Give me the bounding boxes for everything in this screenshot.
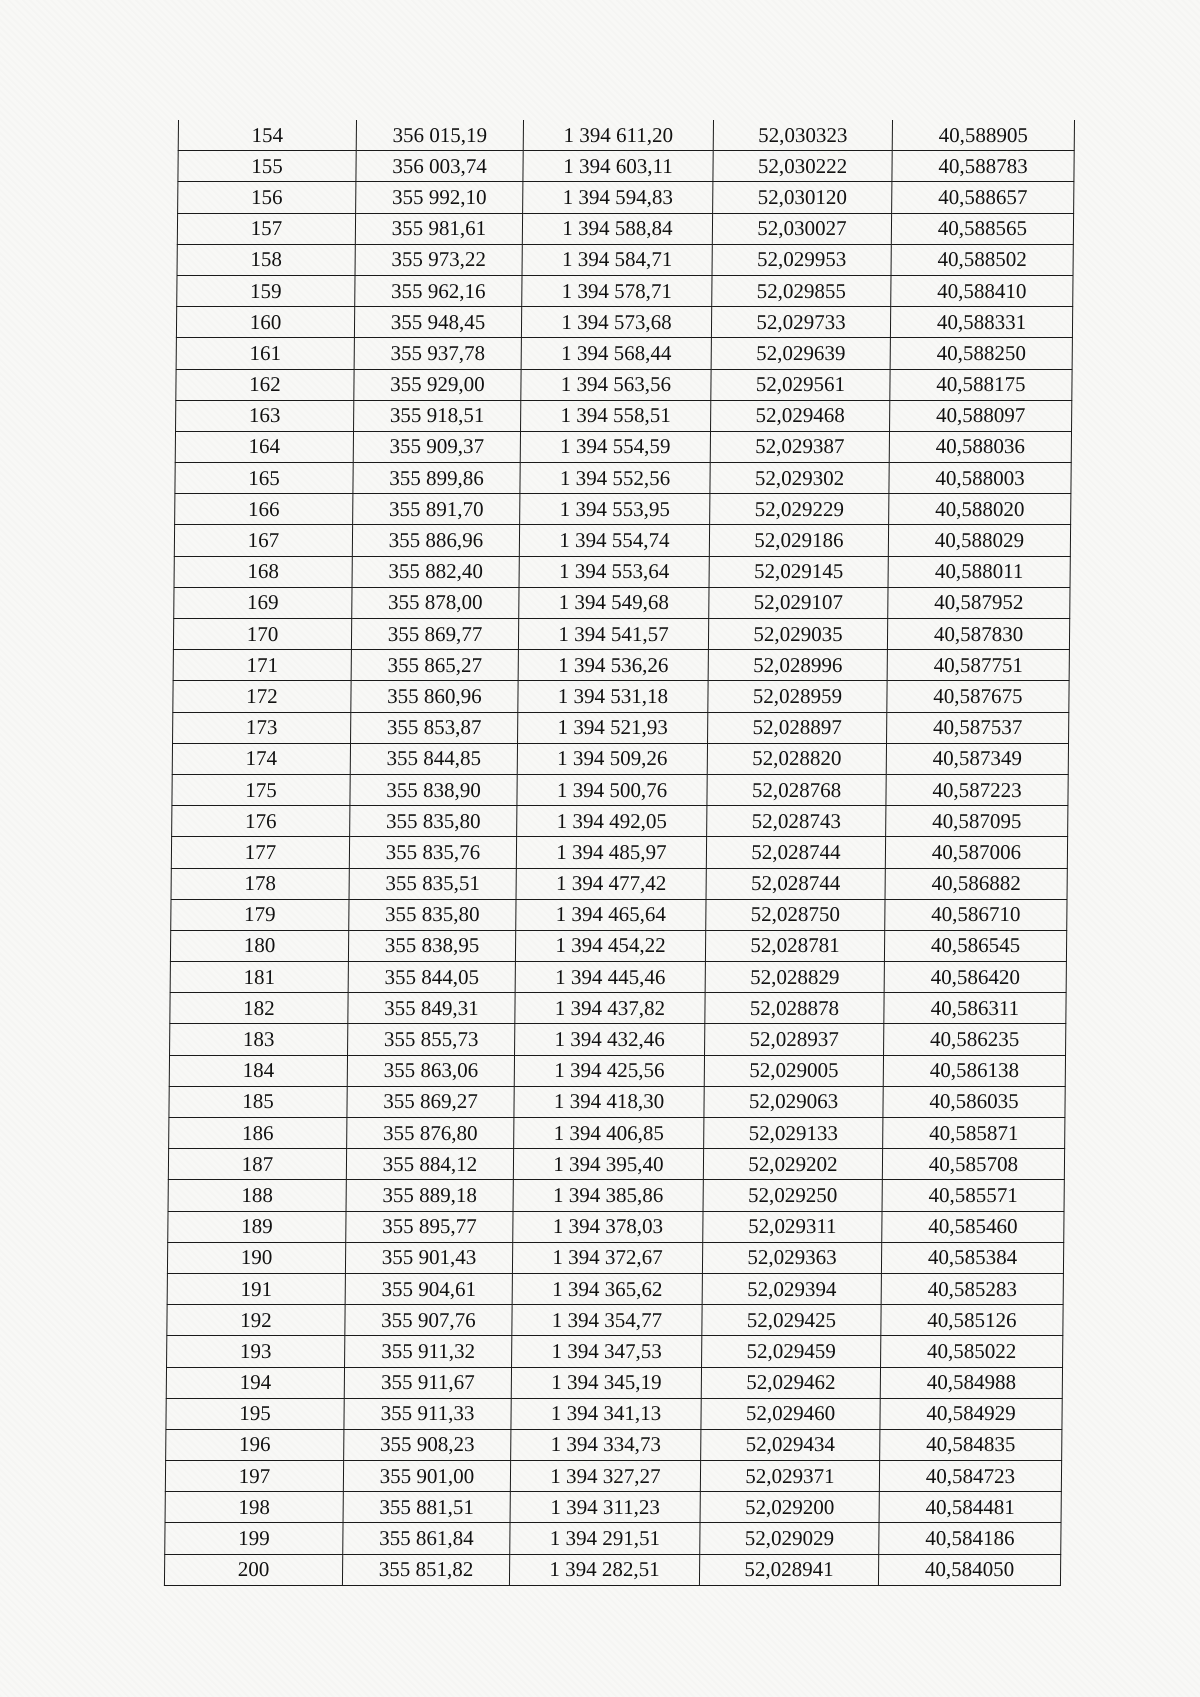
point-number-cell: 182 — [170, 993, 348, 1024]
table-row — [167, 1273, 1063, 1304]
longitude-cell: 40,584988 — [880, 1367, 1062, 1398]
table-row — [178, 151, 1074, 182]
x-coordinate-cell: 355 878,00 — [352, 587, 519, 618]
table-row — [171, 899, 1067, 930]
x-coordinate-cell: 355 863,06 — [347, 1055, 514, 1086]
x-coordinate-cell: 355 929,00 — [354, 369, 521, 400]
x-coordinate-cell: 355 861,84 — [343, 1523, 510, 1554]
point-number-cell: 196 — [166, 1429, 344, 1460]
longitude-cell: 40,584929 — [880, 1398, 1062, 1429]
latitude-cell: 52,028897 — [708, 712, 887, 743]
latitude-cell: 52,030027 — [712, 213, 891, 244]
latitude-cell: 52,028829 — [705, 962, 884, 993]
y-coordinate-cell: 1 394 365,62 — [512, 1273, 702, 1304]
y-coordinate-cell: 1 394 603,11 — [523, 151, 713, 182]
latitude-cell: 52,030222 — [713, 151, 892, 182]
table-row — [169, 1055, 1065, 1086]
point-number-cell: 178 — [171, 868, 349, 899]
longitude-cell: 40,587952 — [888, 587, 1070, 618]
point-number-cell: 167 — [174, 525, 352, 556]
longitude-cell: 40,588502 — [891, 244, 1073, 275]
point-number-cell: 194 — [166, 1367, 344, 1398]
point-number-cell: 159 — [177, 275, 355, 306]
coordinates-table — [164, 120, 1075, 1586]
longitude-cell: 40,586311 — [884, 993, 1066, 1024]
x-coordinate-cell: 355 909,37 — [353, 431, 520, 462]
latitude-cell: 52,028744 — [706, 837, 885, 868]
latitude-cell: 52,029229 — [710, 494, 889, 525]
table-row — [172, 774, 1068, 805]
x-coordinate-cell: 355 918,51 — [354, 400, 521, 431]
x-coordinate-cell: 355 962,16 — [355, 275, 522, 306]
y-coordinate-cell: 1 394 465,64 — [516, 899, 706, 930]
x-coordinate-cell: 355 865,27 — [351, 650, 518, 681]
y-coordinate-cell: 1 394 553,95 — [520, 494, 710, 525]
x-coordinate-cell: 355 844,05 — [348, 962, 515, 993]
point-number-cell: 185 — [169, 1086, 347, 1117]
y-coordinate-cell: 1 394 563,56 — [521, 369, 711, 400]
latitude-cell: 52,028937 — [705, 1024, 884, 1055]
y-coordinate-cell: 1 394 509,26 — [517, 743, 707, 774]
longitude-cell: 40,587349 — [886, 743, 1068, 774]
longitude-cell: 40,584050 — [878, 1554, 1060, 1585]
table-row — [171, 868, 1067, 899]
longitude-cell: 40,585708 — [882, 1149, 1064, 1180]
table-row — [168, 1211, 1064, 1242]
longitude-cell: 40,586545 — [884, 930, 1066, 961]
table-row — [165, 1461, 1061, 1492]
point-number-cell: 160 — [176, 307, 354, 338]
x-coordinate-cell: 355 849,31 — [348, 993, 515, 1024]
latitude-cell: 52,029250 — [703, 1180, 882, 1211]
latitude-cell: 52,028996 — [708, 650, 887, 681]
point-number-cell: 172 — [173, 681, 351, 712]
point-number-cell: 184 — [169, 1055, 347, 1086]
y-coordinate-cell: 1 394 372,67 — [512, 1242, 702, 1273]
x-coordinate-cell: 355 907,76 — [345, 1305, 512, 1336]
point-number-cell: 200 — [164, 1554, 342, 1585]
table-row — [170, 993, 1066, 1024]
table-row — [173, 650, 1069, 681]
longitude-cell: 40,586235 — [884, 1024, 1066, 1055]
longitude-cell: 40,588036 — [889, 431, 1071, 462]
point-number-cell: 199 — [165, 1523, 343, 1554]
table-row — [172, 806, 1068, 837]
latitude-cell: 52,029133 — [704, 1118, 883, 1149]
table-row — [175, 431, 1071, 462]
table-row — [172, 743, 1068, 774]
x-coordinate-cell: 355 869,77 — [351, 619, 518, 650]
longitude-cell: 40,586710 — [885, 899, 1067, 930]
longitude-cell: 40,587095 — [886, 806, 1068, 837]
x-coordinate-cell: 355 855,73 — [348, 1024, 515, 1055]
point-number-cell: 168 — [174, 556, 352, 587]
latitude-cell: 52,028744 — [706, 868, 885, 899]
point-number-cell: 197 — [165, 1461, 343, 1492]
x-coordinate-cell: 355 948,45 — [354, 307, 521, 338]
x-coordinate-cell: 356 003,74 — [356, 151, 523, 182]
point-number-cell: 177 — [171, 837, 349, 868]
y-coordinate-cell: 1 394 594,83 — [523, 182, 713, 213]
y-coordinate-cell: 1 394 282,51 — [509, 1554, 699, 1585]
latitude-cell: 52,028941 — [699, 1554, 878, 1585]
latitude-cell: 52,029460 — [701, 1398, 880, 1429]
point-number-cell: 170 — [173, 619, 351, 650]
table-row — [176, 338, 1072, 369]
x-coordinate-cell: 355 911,33 — [344, 1398, 511, 1429]
point-number-cell: 174 — [172, 743, 350, 774]
longitude-cell: 40,585460 — [882, 1211, 1064, 1242]
x-coordinate-cell: 356 015,19 — [356, 120, 523, 151]
longitude-cell: 40,584835 — [880, 1429, 1062, 1460]
latitude-cell: 52,029434 — [701, 1429, 880, 1460]
latitude-cell: 52,028959 — [708, 681, 887, 712]
x-coordinate-cell: 355 881,51 — [343, 1492, 510, 1523]
latitude-cell: 52,029005 — [704, 1055, 883, 1086]
y-coordinate-cell: 1 394 345,19 — [511, 1367, 701, 1398]
x-coordinate-cell: 355 937,78 — [354, 338, 521, 369]
latitude-cell: 52,028768 — [707, 774, 886, 805]
table-row — [176, 400, 1072, 431]
point-number-cell: 173 — [173, 712, 351, 743]
longitude-cell: 40,584723 — [879, 1461, 1061, 1492]
point-number-cell: 156 — [178, 182, 356, 213]
latitude-cell: 52,029639 — [711, 338, 890, 369]
latitude-cell: 52,030323 — [713, 120, 892, 151]
y-coordinate-cell: 1 394 558,51 — [521, 400, 711, 431]
x-coordinate-cell: 355 891,70 — [353, 494, 520, 525]
point-number-cell: 187 — [168, 1149, 346, 1180]
point-number-cell: 191 — [167, 1273, 345, 1304]
latitude-cell: 52,029394 — [702, 1273, 881, 1304]
table-row — [165, 1523, 1061, 1554]
latitude-cell: 52,029145 — [709, 556, 888, 587]
latitude-cell: 52,028743 — [707, 806, 886, 837]
y-coordinate-cell: 1 394 418,30 — [514, 1086, 704, 1117]
longitude-cell: 40,588565 — [891, 213, 1073, 244]
point-number-cell: 193 — [167, 1336, 345, 1367]
x-coordinate-cell: 355 981,61 — [355, 213, 522, 244]
x-coordinate-cell: 355 853,87 — [351, 712, 518, 743]
y-coordinate-cell: 1 394 553,64 — [519, 556, 709, 587]
latitude-cell: 52,029855 — [712, 275, 891, 306]
point-number-cell: 157 — [177, 213, 355, 244]
longitude-cell: 40,586138 — [883, 1055, 1065, 1086]
y-coordinate-cell: 1 394 395,40 — [513, 1149, 703, 1180]
table-row — [169, 1118, 1065, 1149]
x-coordinate-cell: 355 973,22 — [355, 244, 522, 275]
latitude-cell: 52,028878 — [705, 993, 884, 1024]
longitude-cell: 40,587830 — [887, 619, 1069, 650]
table-row — [174, 587, 1070, 618]
table-row — [173, 712, 1069, 743]
table-row — [170, 1024, 1066, 1055]
x-coordinate-cell: 355 835,80 — [349, 899, 516, 930]
point-number-cell: 181 — [170, 962, 348, 993]
longitude-cell: 40,588020 — [889, 494, 1071, 525]
point-number-cell: 158 — [177, 244, 355, 275]
longitude-cell: 40,588783 — [892, 151, 1074, 182]
latitude-cell: 52,028820 — [707, 743, 886, 774]
point-number-cell: 190 — [167, 1242, 345, 1273]
table-row — [167, 1242, 1063, 1273]
y-coordinate-cell: 1 394 554,74 — [519, 525, 709, 556]
x-coordinate-cell: 355 835,76 — [349, 837, 516, 868]
y-coordinate-cell: 1 394 334,73 — [511, 1429, 701, 1460]
longitude-cell: 40,587006 — [885, 837, 1067, 868]
table-row — [168, 1149, 1064, 1180]
y-coordinate-cell: 1 394 485,97 — [516, 837, 706, 868]
y-coordinate-cell: 1 394 406,85 — [514, 1118, 704, 1149]
latitude-cell: 52,028781 — [705, 930, 884, 961]
y-coordinate-cell: 1 394 341,13 — [511, 1398, 701, 1429]
y-coordinate-cell: 1 394 492,05 — [517, 806, 707, 837]
point-number-cell: 198 — [165, 1492, 343, 1523]
table-row — [170, 930, 1066, 961]
point-number-cell: 175 — [172, 774, 350, 805]
table-row — [167, 1336, 1063, 1367]
x-coordinate-cell: 355 886,96 — [352, 525, 519, 556]
latitude-cell: 52,029371 — [700, 1461, 879, 1492]
point-number-cell: 186 — [169, 1118, 347, 1149]
y-coordinate-cell: 1 394 454,22 — [515, 930, 705, 961]
longitude-cell: 40,588029 — [888, 525, 1070, 556]
x-coordinate-cell: 355 851,82 — [342, 1554, 509, 1585]
longitude-cell: 40,585126 — [881, 1305, 1063, 1336]
longitude-cell: 40,585571 — [882, 1180, 1064, 1211]
y-coordinate-cell: 1 394 432,46 — [515, 1024, 705, 1055]
table-row — [164, 1554, 1060, 1585]
y-coordinate-cell: 1 394 327,27 — [510, 1461, 700, 1492]
point-number-cell: 171 — [173, 650, 351, 681]
y-coordinate-cell: 1 394 568,44 — [521, 338, 711, 369]
table-row — [173, 619, 1069, 650]
latitude-cell: 52,029063 — [704, 1086, 883, 1117]
table-row — [176, 369, 1072, 400]
y-coordinate-cell: 1 394 588,84 — [522, 213, 712, 244]
latitude-cell: 52,029107 — [709, 587, 888, 618]
table-row — [169, 1086, 1065, 1117]
x-coordinate-cell: 355 884,12 — [346, 1149, 513, 1180]
x-coordinate-cell: 355 835,80 — [350, 806, 517, 837]
table-row — [167, 1305, 1063, 1336]
y-coordinate-cell: 1 394 445,46 — [515, 962, 705, 993]
y-coordinate-cell: 1 394 311,23 — [510, 1492, 700, 1523]
y-coordinate-cell: 1 394 385,86 — [513, 1180, 703, 1211]
x-coordinate-cell: 355 844,85 — [350, 743, 517, 774]
longitude-cell: 40,585283 — [881, 1273, 1063, 1304]
point-number-cell: 164 — [175, 431, 353, 462]
longitude-cell: 40,588331 — [890, 307, 1072, 338]
y-coordinate-cell: 1 394 552,56 — [520, 463, 710, 494]
latitude-cell: 52,029363 — [702, 1242, 881, 1273]
x-coordinate-cell: 355 882,40 — [352, 556, 519, 587]
longitude-cell: 40,584186 — [879, 1523, 1061, 1554]
table-row — [166, 1367, 1062, 1398]
y-coordinate-cell: 1 394 584,71 — [522, 244, 712, 275]
x-coordinate-cell: 355 901,00 — [343, 1461, 510, 1492]
point-number-cell: 166 — [175, 494, 353, 525]
point-number-cell: 169 — [174, 587, 352, 618]
longitude-cell: 40,584481 — [879, 1492, 1061, 1523]
table-row — [168, 1180, 1064, 1211]
latitude-cell: 52,029302 — [710, 463, 889, 494]
y-coordinate-cell: 1 394 578,71 — [522, 275, 712, 306]
longitude-cell: 40,586882 — [885, 868, 1067, 899]
table-row — [175, 463, 1071, 494]
latitude-cell: 52,029733 — [711, 307, 890, 338]
latitude-cell: 52,029468 — [711, 400, 890, 431]
latitude-cell: 52,029029 — [700, 1523, 879, 1554]
y-coordinate-cell: 1 394 347,53 — [512, 1336, 702, 1367]
longitude-cell: 40,588175 — [890, 369, 1072, 400]
y-coordinate-cell: 1 394 573,68 — [521, 307, 711, 338]
table-row — [177, 275, 1073, 306]
latitude-cell: 52,029462 — [701, 1367, 880, 1398]
longitude-cell: 40,588097 — [890, 400, 1072, 431]
y-coordinate-cell: 1 394 531,18 — [518, 681, 708, 712]
longitude-cell: 40,587223 — [886, 774, 1068, 805]
x-coordinate-cell: 355 899,86 — [353, 463, 520, 494]
longitude-cell: 40,588250 — [890, 338, 1072, 369]
x-coordinate-cell: 355 876,80 — [347, 1118, 514, 1149]
point-number-cell: 155 — [178, 151, 356, 182]
longitude-cell: 40,588003 — [889, 463, 1071, 494]
longitude-cell: 40,586035 — [883, 1086, 1065, 1117]
latitude-cell: 52,029035 — [708, 619, 887, 650]
table-row — [174, 525, 1070, 556]
point-number-cell: 154 — [178, 120, 356, 151]
x-coordinate-cell: 355 904,61 — [345, 1273, 512, 1304]
longitude-cell: 40,587675 — [887, 681, 1069, 712]
longitude-cell: 40,585384 — [881, 1242, 1063, 1273]
y-coordinate-cell: 1 394 536,26 — [518, 650, 708, 681]
latitude-cell: 52,029459 — [702, 1336, 881, 1367]
table-row — [173, 681, 1069, 712]
table-row — [176, 307, 1072, 338]
table-row — [171, 837, 1067, 868]
longitude-cell: 40,588905 — [892, 120, 1074, 151]
table-row — [177, 244, 1073, 275]
point-number-cell: 165 — [175, 463, 353, 494]
longitude-cell: 40,586420 — [884, 962, 1066, 993]
point-number-cell: 180 — [170, 930, 348, 961]
longitude-cell: 40,588657 — [892, 182, 1074, 213]
longitude-cell: 40,588011 — [888, 556, 1070, 587]
point-number-cell: 162 — [176, 369, 354, 400]
x-coordinate-cell: 355 901,43 — [345, 1242, 512, 1273]
x-coordinate-cell: 355 992,10 — [356, 182, 523, 213]
table-row — [174, 556, 1070, 587]
y-coordinate-cell: 1 394 554,59 — [520, 431, 710, 462]
y-coordinate-cell: 1 394 521,93 — [518, 712, 708, 743]
point-number-cell: 183 — [170, 1024, 348, 1055]
y-coordinate-cell: 1 394 291,51 — [510, 1523, 700, 1554]
table-row — [166, 1429, 1062, 1460]
x-coordinate-cell: 355 869,27 — [347, 1086, 514, 1117]
table-row — [175, 494, 1071, 525]
x-coordinate-cell: 355 889,18 — [346, 1180, 513, 1211]
latitude-cell: 52,029200 — [700, 1492, 879, 1523]
y-coordinate-cell: 1 394 611,20 — [523, 120, 713, 151]
longitude-cell: 40,585022 — [881, 1336, 1063, 1367]
x-coordinate-cell: 355 838,90 — [350, 774, 517, 805]
y-coordinate-cell: 1 394 500,76 — [517, 774, 707, 805]
y-coordinate-cell: 1 394 378,03 — [513, 1211, 703, 1242]
latitude-cell: 52,029202 — [703, 1149, 882, 1180]
y-coordinate-cell: 1 394 437,82 — [515, 993, 705, 1024]
x-coordinate-cell: 355 911,67 — [344, 1367, 511, 1398]
table-row — [178, 120, 1074, 151]
y-coordinate-cell: 1 394 541,57 — [518, 619, 708, 650]
coordinates-table-body — [164, 120, 1074, 1585]
table-row — [165, 1492, 1061, 1523]
longitude-cell: 40,588410 — [891, 275, 1073, 306]
x-coordinate-cell: 355 908,23 — [344, 1429, 511, 1460]
latitude-cell: 52,029387 — [710, 431, 889, 462]
point-number-cell: 163 — [176, 400, 354, 431]
latitude-cell: 52,028750 — [706, 899, 885, 930]
latitude-cell: 52,030120 — [713, 182, 892, 213]
latitude-cell: 52,029425 — [702, 1305, 881, 1336]
y-coordinate-cell: 1 394 549,68 — [519, 587, 709, 618]
point-number-cell: 189 — [168, 1211, 346, 1242]
latitude-cell: 52,029311 — [703, 1211, 882, 1242]
longitude-cell: 40,587537 — [887, 712, 1069, 743]
longitude-cell: 40,587751 — [887, 650, 1069, 681]
table-row — [166, 1398, 1062, 1429]
longitude-cell: 40,585871 — [883, 1118, 1065, 1149]
point-number-cell: 188 — [168, 1180, 346, 1211]
point-number-cell: 192 — [167, 1305, 345, 1336]
table-row — [170, 962, 1066, 993]
point-number-cell: 161 — [176, 338, 354, 369]
x-coordinate-cell: 355 860,96 — [351, 681, 518, 712]
y-coordinate-cell: 1 394 477,42 — [516, 868, 706, 899]
latitude-cell: 52,029953 — [712, 244, 891, 275]
x-coordinate-cell: 355 911,32 — [345, 1336, 512, 1367]
x-coordinate-cell: 355 838,95 — [348, 930, 515, 961]
x-coordinate-cell: 355 895,77 — [346, 1211, 513, 1242]
x-coordinate-cell: 355 835,51 — [349, 868, 516, 899]
y-coordinate-cell: 1 394 354,77 — [512, 1305, 702, 1336]
table-row — [177, 213, 1073, 244]
y-coordinate-cell: 1 394 425,56 — [514, 1055, 704, 1086]
latitude-cell: 52,029561 — [711, 369, 890, 400]
latitude-cell: 52,029186 — [709, 525, 888, 556]
table-row — [178, 182, 1074, 213]
point-number-cell: 179 — [171, 899, 349, 930]
point-number-cell: 176 — [172, 806, 350, 837]
point-number-cell: 195 — [166, 1398, 344, 1429]
